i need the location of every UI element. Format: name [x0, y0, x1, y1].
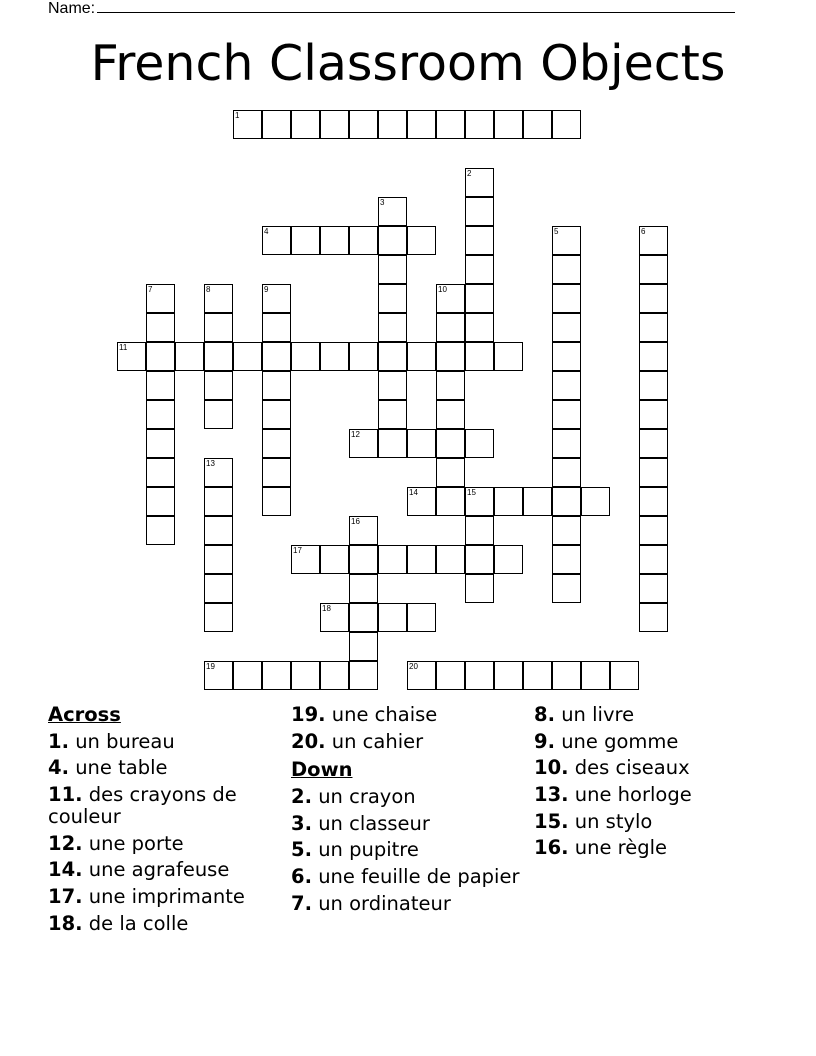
grid-cell[interactable]	[378, 284, 407, 313]
grid-cell[interactable]	[349, 661, 378, 690]
grid-cell[interactable]	[581, 661, 610, 690]
grid-cell[interactable]	[494, 545, 523, 574]
grid-cell[interactable]	[523, 110, 552, 139]
grid-cell[interactable]	[552, 313, 581, 342]
grid-cell[interactable]	[349, 632, 378, 661]
grid-cell[interactable]	[175, 342, 204, 371]
cell-number: 10	[438, 285, 447, 294]
grid-cell[interactable]	[465, 110, 494, 139]
grid-cell[interactable]	[262, 284, 291, 313]
grid-cell[interactable]	[378, 110, 407, 139]
clue-down-16: 16. une règle	[534, 836, 668, 860]
cell-number: 13	[206, 459, 215, 468]
cell-number: 20	[409, 662, 418, 671]
grid-cell[interactable]	[552, 458, 581, 487]
grid-cell[interactable]	[146, 487, 175, 516]
clue-down-5: 5. un pupitre	[291, 838, 419, 862]
grid-cell[interactable]	[204, 487, 233, 516]
grid-cell[interactable]	[204, 400, 233, 429]
grid-cell[interactable]	[262, 313, 291, 342]
grid-cell[interactable]	[407, 226, 436, 255]
grid-cell[interactable]	[204, 545, 233, 574]
cell-number: 14	[409, 488, 418, 497]
grid-cell[interactable]	[262, 110, 291, 139]
cell-number: 5	[554, 227, 559, 236]
grid-cell[interactable]	[407, 429, 436, 458]
clue-down-7: 7. un ordinateur	[291, 891, 451, 915]
clue-across-12: 12. une porte	[48, 831, 184, 855]
grid-cell[interactable]	[465, 255, 494, 284]
grid-cell[interactable]	[262, 226, 291, 255]
grid-cell[interactable]	[465, 545, 494, 574]
down-heading: Down	[291, 758, 353, 782]
clue-down-8: 8. un livre	[534, 703, 635, 726]
grid-cell[interactable]	[407, 342, 436, 371]
grid-cell[interactable]	[204, 574, 233, 603]
grid-cell[interactable]	[465, 661, 494, 690]
grid-cell[interactable]	[349, 110, 378, 139]
grid-cell[interactable]	[146, 458, 175, 487]
grid-cell[interactable]	[291, 545, 320, 574]
clue-across-20: 20. un cahier	[291, 729, 424, 753]
grid-cell[interactable]	[436, 371, 465, 400]
grid-cell[interactable]	[378, 371, 407, 400]
grid-cell[interactable]	[436, 110, 465, 139]
grid-cell[interactable]	[465, 197, 494, 226]
grid-cell[interactable]	[523, 661, 552, 690]
grid-cell[interactable]	[494, 661, 523, 690]
grid-cell[interactable]	[639, 226, 668, 255]
grid-cell[interactable]	[262, 458, 291, 487]
grid-cell[interactable]	[204, 603, 233, 632]
grid-cell[interactable]	[465, 284, 494, 313]
grid-cell[interactable]	[639, 371, 668, 400]
grid-cell[interactable]	[436, 342, 465, 371]
grid-cell[interactable]	[407, 487, 436, 516]
grid-cell[interactable]	[552, 574, 581, 603]
grid-cell[interactable]	[320, 661, 349, 690]
clue-across-19: 19. une chaise	[291, 703, 438, 726]
grid-cell[interactable]	[552, 226, 581, 255]
grid-cell[interactable]	[639, 342, 668, 371]
grid-cell[interactable]	[204, 284, 233, 313]
grid-cell[interactable]	[407, 661, 436, 690]
grid-cell[interactable]	[233, 661, 262, 690]
grid-cell[interactable]	[436, 400, 465, 429]
grid-cell[interactable]	[552, 516, 581, 545]
grid-cell[interactable]	[639, 545, 668, 574]
grid-cell[interactable]	[639, 603, 668, 632]
grid-cell[interactable]	[552, 487, 581, 516]
cell-number: 8	[206, 285, 211, 294]
grid-cell[interactable]	[552, 284, 581, 313]
grid-cell[interactable]	[407, 603, 436, 632]
grid-cell[interactable]	[204, 371, 233, 400]
grid-cell[interactable]	[639, 313, 668, 342]
grid-cell[interactable]	[262, 371, 291, 400]
grid-cell[interactable]	[291, 226, 320, 255]
grid-cell[interactable]	[494, 487, 523, 516]
grid-cell[interactable]	[146, 400, 175, 429]
grid-cell[interactable]	[262, 429, 291, 458]
grid-cell[interactable]	[494, 342, 523, 371]
grid-cell[interactable]	[233, 110, 262, 139]
grid-cell[interactable]	[320, 342, 349, 371]
grid-cell[interactable]	[436, 458, 465, 487]
grid-cell[interactable]	[117, 342, 146, 371]
grid-cell[interactable]	[146, 516, 175, 545]
cell-number: 1	[235, 111, 240, 120]
grid-cell[interactable]	[523, 487, 552, 516]
cell-number: 19	[206, 662, 215, 671]
clue-column-2	[291, 702, 523, 920]
grid-cell[interactable]	[262, 487, 291, 516]
grid-cell[interactable]	[378, 226, 407, 255]
grid-cell[interactable]	[378, 429, 407, 458]
grid-cell[interactable]	[436, 284, 465, 313]
grid-cell[interactable]	[639, 400, 668, 429]
cell-number: 16	[351, 517, 360, 526]
grid-cell[interactable]	[639, 284, 668, 313]
across-heading: Across	[48, 703, 121, 726]
clue-down-6: 6. une feuille de papier	[291, 865, 520, 889]
grid-cell[interactable]	[349, 429, 378, 458]
grid-cell[interactable]	[552, 371, 581, 400]
cell-number: 9	[264, 285, 269, 294]
grid-cell[interactable]	[320, 110, 349, 139]
clue-column-3	[534, 702, 774, 864]
grid-cell[interactable]	[552, 110, 581, 139]
grid-cell[interactable]	[349, 516, 378, 545]
clue-down-13: 13. une horloge	[534, 783, 692, 807]
grid-cell[interactable]	[320, 226, 349, 255]
grid-cell[interactable]	[436, 545, 465, 574]
clue-across-1: 1. un bureau	[48, 729, 175, 753]
clue-down-9: 9. une gomme	[534, 729, 679, 753]
grid-cell[interactable]	[436, 661, 465, 690]
grid-cell[interactable]	[552, 400, 581, 429]
grid-cell[interactable]	[349, 574, 378, 603]
grid-cell[interactable]	[204, 342, 233, 371]
grid-cell[interactable]	[378, 313, 407, 342]
grid-cell[interactable]	[552, 342, 581, 371]
grid-cell[interactable]	[320, 545, 349, 574]
grid-cell[interactable]	[465, 516, 494, 545]
clue-across-14: 14. une agrafeuse	[48, 858, 230, 882]
grid-cell[interactable]	[552, 255, 581, 284]
grid-cell[interactable]	[639, 458, 668, 487]
grid-cell[interactable]	[407, 110, 436, 139]
cell-number: 7	[148, 285, 153, 294]
grid-cell[interactable]	[494, 110, 523, 139]
grid-cell[interactable]	[291, 342, 320, 371]
grid-cell[interactable]	[639, 255, 668, 284]
grid-cell[interactable]	[146, 284, 175, 313]
grid-cell[interactable]	[552, 429, 581, 458]
grid-cell[interactable]	[465, 487, 494, 516]
grid-cell[interactable]	[291, 110, 320, 139]
grid-cell[interactable]	[349, 226, 378, 255]
grid-cell[interactable]	[204, 458, 233, 487]
clue-down-15: 15. un stylo	[534, 809, 653, 833]
grid-cell[interactable]	[465, 226, 494, 255]
cell-number: 15	[467, 488, 476, 497]
cell-number: 17	[293, 546, 302, 555]
grid-cell[interactable]	[378, 197, 407, 226]
grid-cell[interactable]	[262, 400, 291, 429]
cell-number: 11	[119, 343, 128, 352]
grid-cell[interactable]	[204, 516, 233, 545]
cell-number: 12	[351, 430, 360, 439]
cell-number: 2	[467, 169, 472, 178]
grid-cell[interactable]	[146, 313, 175, 342]
grid-cell[interactable]	[349, 603, 378, 632]
grid-cell[interactable]	[436, 429, 465, 458]
clue-down-3: 3. un classeur	[291, 811, 430, 835]
clue-down-2: 2. un crayon	[291, 785, 416, 809]
grid-cell[interactable]	[552, 545, 581, 574]
clue-across-17: 17. une imprimante	[48, 885, 245, 909]
grid-cell[interactable]	[639, 487, 668, 516]
clue-down-10: 10. des ciseaux	[534, 756, 690, 780]
grid-cell[interactable]	[233, 342, 262, 371]
grid-cell[interactable]	[465, 313, 494, 342]
grid-cell[interactable]	[378, 603, 407, 632]
grid-cell[interactable]	[610, 661, 639, 690]
cell-number: 4	[264, 227, 269, 236]
grid-cell[interactable]	[262, 661, 291, 690]
grid-cell[interactable]	[320, 603, 349, 632]
grid-cell[interactable]	[465, 574, 494, 603]
grid-cell[interactable]	[204, 661, 233, 690]
grid-cell[interactable]	[146, 371, 175, 400]
cell-number: 3	[380, 198, 385, 207]
grid-cell[interactable]	[378, 545, 407, 574]
grid-cell[interactable]	[291, 661, 320, 690]
clue-across-4: 4. une table	[48, 756, 168, 780]
grid-cell[interactable]	[262, 342, 291, 371]
grid-cell[interactable]	[349, 342, 378, 371]
grid-cell[interactable]	[407, 545, 436, 574]
grid-cell[interactable]	[378, 255, 407, 284]
grid-cell[interactable]	[378, 400, 407, 429]
grid-cell[interactable]	[378, 342, 407, 371]
grid-cell[interactable]	[552, 661, 581, 690]
grid-cell[interactable]	[465, 342, 494, 371]
grid-cell[interactable]	[146, 342, 175, 371]
page-title: French Classroom Objects	[90, 35, 726, 92]
grid-cell[interactable]	[436, 313, 465, 342]
grid-cell[interactable]	[581, 487, 610, 516]
grid-cell[interactable]	[146, 429, 175, 458]
grid-cell[interactable]	[639, 516, 668, 545]
grid-cell[interactable]	[639, 574, 668, 603]
cell-number: 6	[641, 227, 646, 236]
clue-column-1	[48, 702, 280, 940]
grid-cell[interactable]	[436, 487, 465, 516]
grid-cell[interactable]	[639, 429, 668, 458]
cell-number: 18	[322, 604, 331, 613]
grid-cell[interactable]	[465, 429, 494, 458]
grid-cell[interactable]	[204, 313, 233, 342]
grid-cell[interactable]	[349, 545, 378, 574]
clue-across-11: 11. des crayons de couleur	[48, 783, 237, 829]
grid-cell[interactable]	[465, 168, 494, 197]
clue-across-18: 18. de la colle	[48, 911, 189, 935]
name-label: Name:	[48, 0, 96, 17]
